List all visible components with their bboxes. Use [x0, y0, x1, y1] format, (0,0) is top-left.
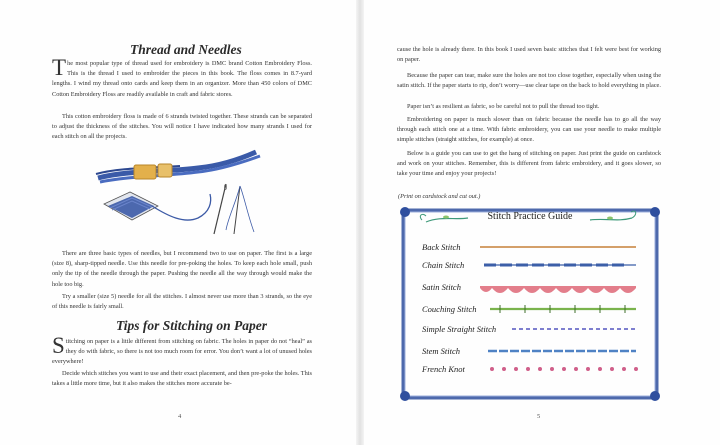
guide-intro-paragraph: Below is a guide you can use to get the hang of stitching on paper. Just print the guide on cardstock and work on your stitches. Remember, this is different from fabric embroidery, and it goes slower, so take your time and enjoy your projects! — [397, 150, 661, 178]
stitch-label-satin: Satin Stitch — [422, 282, 461, 292]
stitch-label-stem: Stem Stitch — [422, 346, 461, 356]
guide-title: Stitch Practice Guide — [487, 211, 573, 222]
tips-heading: Tips for Stitching on Paper — [116, 318, 268, 333]
needle-size-paragraph: Try a smaller (size 5) needle for all the stitches. I almost never use more than 3 strands, so the eye of this needle is fairly small. — [52, 293, 312, 311]
thread-needles-illustration — [88, 146, 288, 246]
slower-paragraph: Embroidering on paper is much slower than on fabric because the needle has to go all the way through each stitch one at a time. With fabric embroidery, you can use your needle to make multiple simple stitches (straight stitches, for example) at once. — [397, 116, 661, 144]
stitch-samples — [400, 206, 660, 402]
intro-text: he most popular type of thread used for embroidery is DMC brand Cotton Embroidery Floss. This is the thread I used to embroider the pieces in this book. The floss comes in 8.7-yard lengths. I wind my thread onto cards and keep them in an organizer. More than 450 colors of DMC Cotton Embroidery Floss are readily available in craft and fabric stores. — [52, 60, 312, 98]
resilient-paragraph: Paper isn’t as resilient as fabric, so be careful not to pull the thread too tight. — [407, 103, 600, 110]
book-gutter — [356, 0, 364, 445]
continued-paragraph: cause the hole is already there. In this book I used seven basic stitches that I felt were best for working on paper. — [397, 46, 661, 64]
floss-skein-icon — [96, 152, 260, 182]
page-number-right: 5 — [537, 413, 541, 420]
print-note: (Print on cardstock and cut out.) — [398, 193, 481, 200]
couching-stitch-line — [490, 305, 636, 313]
stitch-label-back: Back Stitch — [422, 242, 461, 252]
stitch-label-simple-straight: Simple Straight Stitch — [422, 324, 497, 334]
intro-paragraph — [52, 55, 312, 100]
tips-text: titching on paper is a little different from stitching on fabric. The holes in paper do not “heal” as they do with fabric, so there is not too much room for error. You don’t want a lot of unused holes everywhere! — [52, 338, 312, 366]
stitch-label-couching: Couching Stitch — [422, 304, 477, 314]
french-knot-row — [490, 367, 638, 371]
thread-needles-heading: Thread and Needles — [130, 42, 242, 57]
tips-paragraph — [52, 333, 312, 368]
satin-stitch-line — [480, 286, 636, 293]
stitch-practice-guide — [400, 206, 660, 402]
stitch-label-chain: Chain Stitch — [422, 260, 465, 270]
intro-dropcap: T — [52, 55, 67, 80]
placement-paragraph: Decide which stitches you want to use and their exact placement, and then pre-poke the holes. This takes a little more time, but it also makes the stitches more accurate be- — [52, 370, 312, 388]
thread-card-icon — [104, 192, 211, 220]
stitch-label-french-knot: French Knot — [422, 364, 465, 374]
paper-tear-paragraph: Because the paper can tear, make sure the holes are not too close together, especially when using the satin stitch. If the paper starts to rip, don’t worry—use clear tape on the back to hold everything in place. — [397, 72, 661, 90]
needles-paragraph: There are three basic types of needles, but I recommend two to use on paper. The first is a large (size 8), sharp-tipped needle. Use this needle for pre-poking the holes. To keep each hole small, push only the tip of the needle through the paper. Pushing the needle all the way through would make the hole too big. — [52, 250, 312, 288]
page-number-left: 4 — [178, 413, 182, 420]
needles-icon — [214, 184, 254, 234]
tips-dropcap: S — [52, 333, 65, 358]
floss-paragraph: This cotton embroidery floss is made of 6 strands twisted together. These strands can be separated to adjust the thickness of the stitches. You will notice I have indicated how many strands I used for each stitch on all the projects. — [52, 113, 312, 141]
